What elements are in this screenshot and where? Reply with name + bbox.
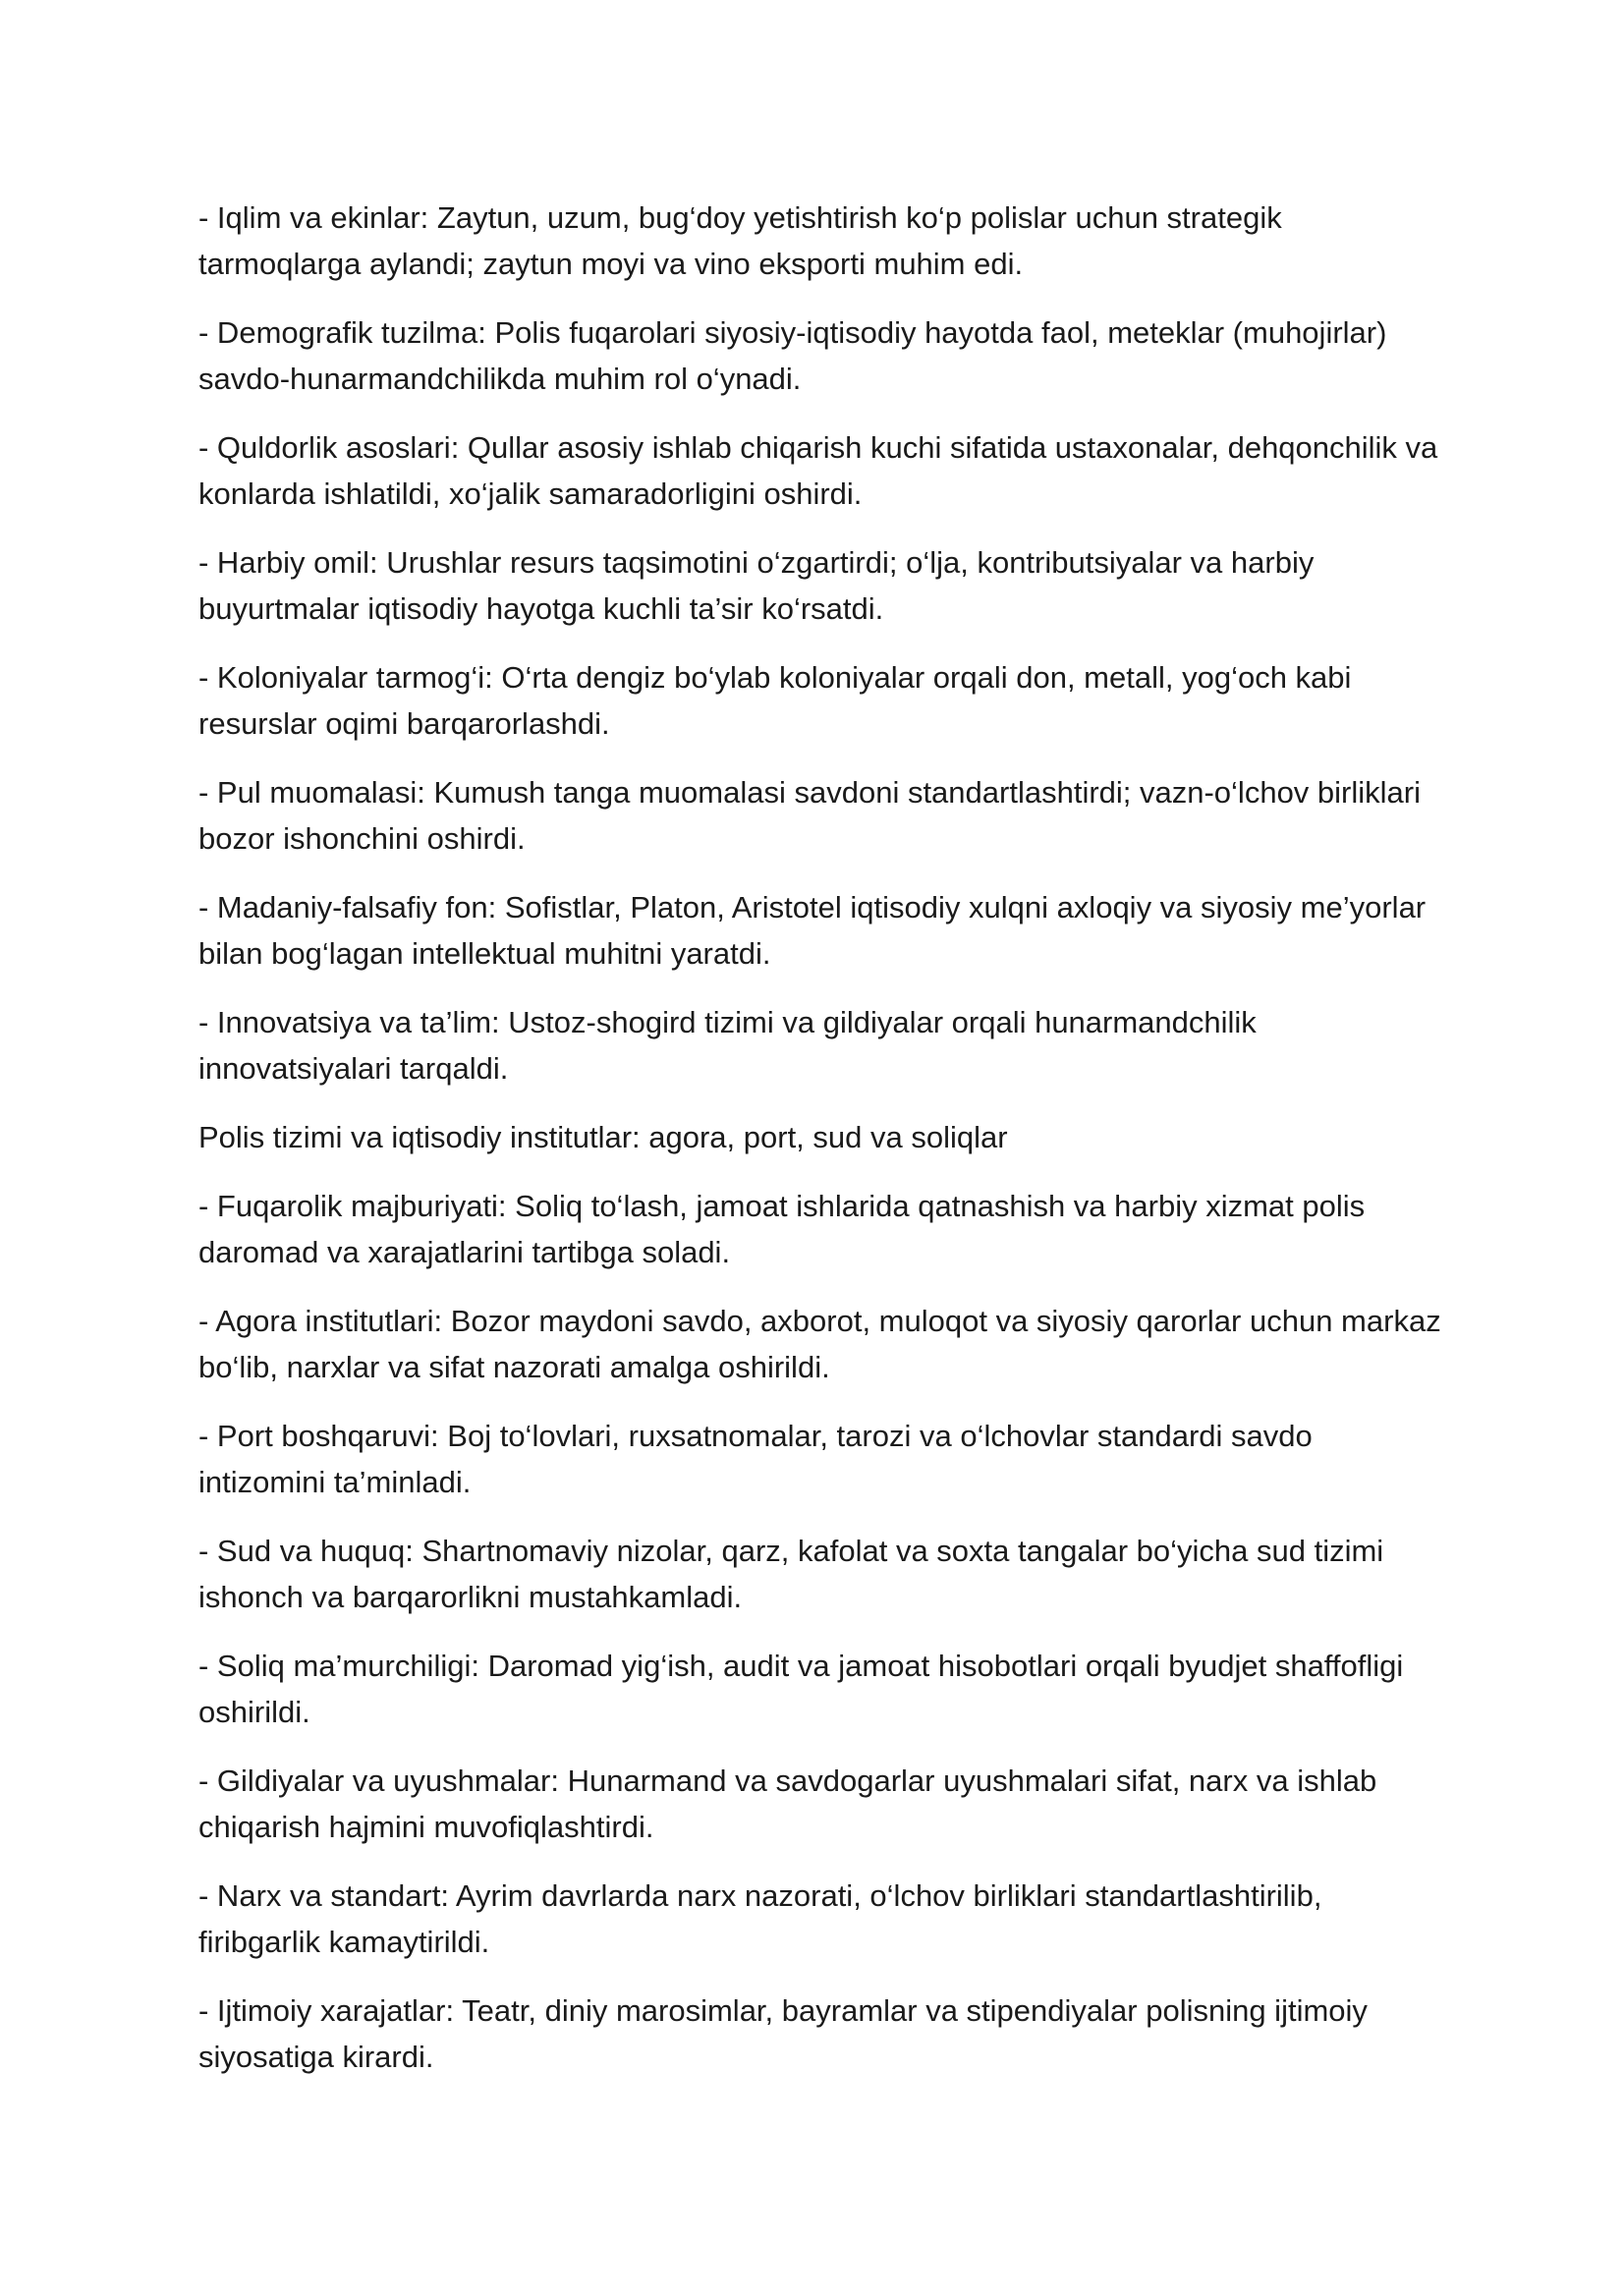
- paragraph-colonies: - Koloniyalar tarmog‘i: O‘rta dengiz bo‘ylab koloniyalar orqali don, metall, yog‘och kabi resurslar oqimi barqarorlashdi.: [198, 660, 1352, 741]
- paragraph-philosophy: - Madaniy-falsafiy fon: Sofistlar, Platon, Aristotel iqtisodiy xulqni axloqiy va siyosiy me’yorlar bilan bog‘lagan intellektual muhitni yaratdi.: [198, 890, 1427, 971]
- paragraph-military: - Harbiy omil: Urushlar resurs taqsimotini o‘zgartirdi; o‘lja, kontributsiyalar va harbiy buyurtmalar iqtisodiy hayotga kuchli ta’sir ko‘rsatdi.: [198, 545, 1315, 626]
- paragraph-courts: - Sud va huquq: Shartnomaviy nizolar, qarz, kafolat va soxta tangalar bo‘yicha sud tizimi ishonch va barqarorlikni mustahkamladi.: [198, 1534, 1384, 1614]
- paragraph-social-spending: - Ijtimoiy xarajatlar: Teatr, diniy marosimlar, bayramlar va stipendiyalar polisning ijtimoiy siyosatiga kirardi.: [198, 1993, 1368, 2074]
- paragraph-guilds: - Gildiyalar va uyushmalar: Hunarmand va savdogarlar uyushmalari sifat, narx va ishlab chiqarish hajmini muvofiqlashtirdi.: [198, 1764, 1377, 1844]
- paragraph-price-standard: - Narx va standart: Ayrim davrlarda narx nazorati, o‘lchov birliklari standartlashtirilib, firibgarlik kamaytirildi.: [198, 1878, 1322, 1959]
- paragraph-civic-duty: - Fuqarolik majburiyati: Soliq to‘lash, jamoat ishlarida qatnashish va harbiy xizmat polis daromad va xarajatlarini tartibga soladi.: [198, 1189, 1366, 1269]
- paragraph-port: - Port boshqaruvi: Boj to‘lovlari, ruxsatnomalar, tarozi va o‘lchovlar standardi savdo intizomini ta’minladi.: [198, 1419, 1313, 1499]
- document-body: [198, 195, 1446, 2102]
- paragraph-slavery: - Quldorlik asoslari: Qullar asosiy ishlab chiqarish kuchi sifatida ustaxonalar, dehqonchilik va konlarda ishlatildi, xo‘jalik samaradorligini oshirdi.: [198, 430, 1438, 511]
- section-heading: Polis tizimi va iqtisodiy institutlar: agora, port, sud va soliqlar: [198, 1120, 1008, 1154]
- paragraph-climate-crops: - Iqlim va ekinlar: Zaytun, uzum, bug‘doy yetishtirish ko‘p polislar uchun strategik tarmoqlarga aylandi; zaytun moyi va vino eksporti muhim edi.: [198, 200, 1282, 281]
- paragraph-demographics: - Demografik tuzilma: Polis fuqarolari siyosiy-iqtisodiy hayotda faol, meteklar (muhojirlar) savdo-hunarmandchilikda muhim rol o‘ynadi.: [198, 315, 1387, 396]
- paragraph-currency: - Pul muomalasi: Kumush tanga muomalasi savdoni standartlashtirdi; vazn-o‘lchov birliklari bozor ishonchini oshirdi.: [198, 775, 1421, 856]
- paragraph-innovation: - Innovatsiya va ta’lim: Ustoz-shogird tizimi va gildiyalar orqali hunarmandchilik innovatsiyalari tarqaldi.: [198, 1005, 1257, 1086]
- paragraph-tax-admin: - Soliq ma’murchiligi: Daromad yig‘ish, audit va jamoat hisobotlari orqali byudjet shaffofligi oshirildi.: [198, 1649, 1404, 1729]
- paragraph-agora: - Agora institutlari: Bozor maydoni savdo, axborot, muloqot va siyosiy qarorlar uchun markaz bo‘lib, narxlar va sifat nazorati amalga oshirildi.: [198, 1304, 1441, 1384]
